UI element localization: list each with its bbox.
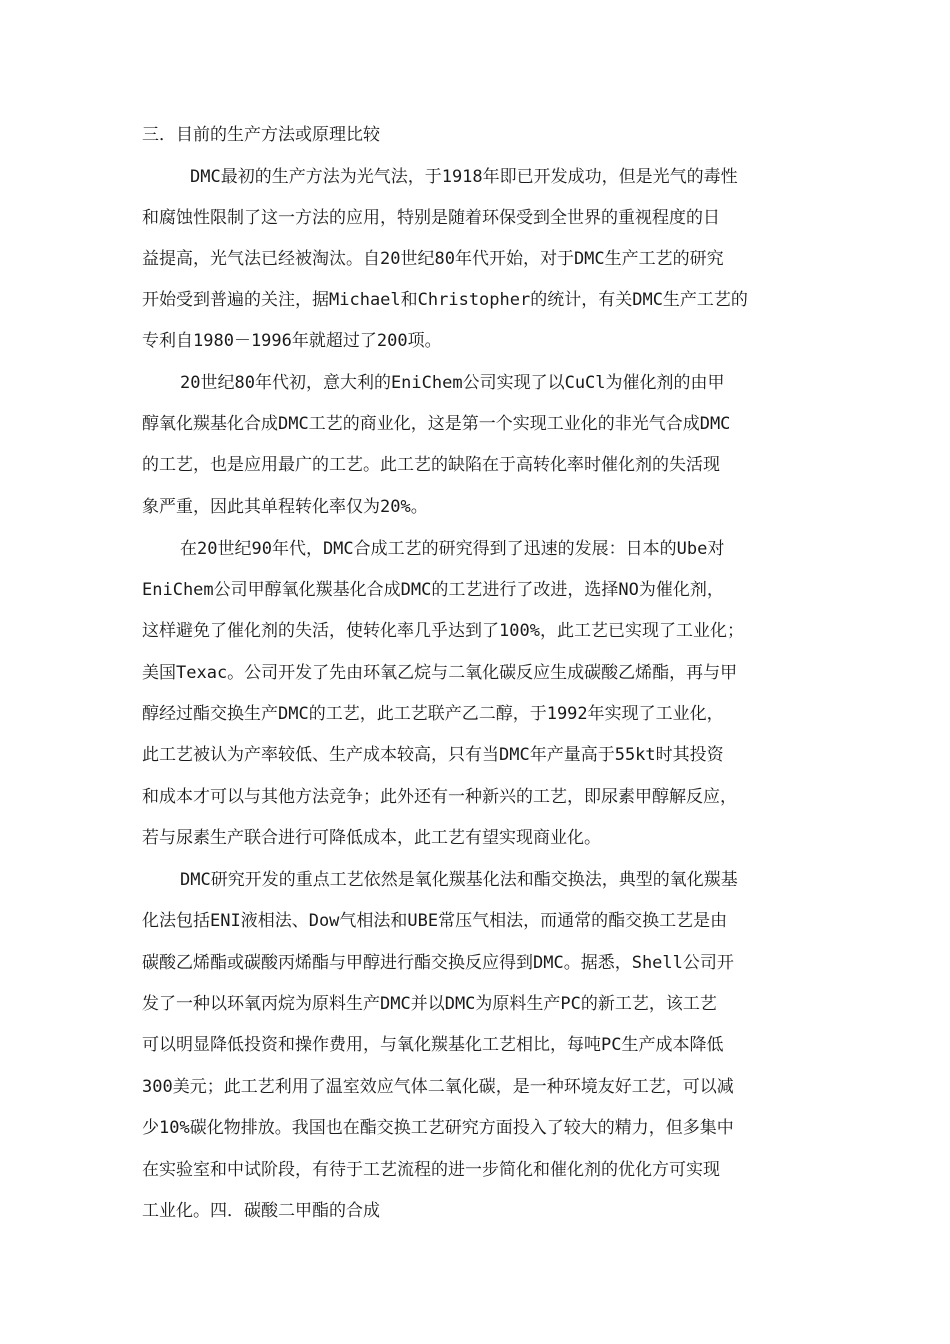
paragraph-4-line-6: 300美元；此工艺利用了温室效应气体二氧化碳，是一种环境友好工艺，可以减	[142, 1077, 734, 1097]
paragraph-3-line-1: 在20世纪90年代，DMC合成工艺的研究得到了迅速的发展：日本的Ube对	[180, 539, 725, 559]
section-heading-three: 三．目前的生产方法或原理比较	[142, 125, 380, 145]
paragraph-1-line-4: 开始受到普遍的关注，据Michael和Christopher的统计，有关DMC生产工艺的	[142, 290, 748, 310]
paragraph-3-line-2: EniChem公司甲醇氧化羰基化合成DMC的工艺进行了改进，选择NO为催化剂，	[142, 580, 724, 600]
paragraph-2-line-3: 的工艺，也是应用最广的工艺。此工艺的缺陷在于高转化率时催化剂的失活现	[142, 455, 720, 475]
paragraph-3-line-5: 醇经过酯交换生产DMC的工艺，此工艺联产乙二醇，于1992年实现了工业化，	[142, 704, 724, 724]
paragraph-4-line-5: 可以明显降低投资和操作费用，与氧化羰基化工艺相比，每吨PC生产成本降低	[142, 1035, 724, 1055]
paragraph-3-line-4: 美国Texac。公司开发了先由环氧乙烷与二氧化碳反应生成碳酸乙烯酯，再与甲	[142, 663, 738, 683]
paragraph-1-line-2: 和腐蚀性限制了这一方法的应用，特别是随着环保受到全世界的重视程度的日	[142, 208, 720, 228]
paragraph-4-line-1: DMC研究开发的重点工艺依然是氧化羰基化法和酯交换法，典型的氧化羰基	[180, 870, 738, 890]
paragraph-4-line-4: 发了一种以环氧丙烷为原料生产DMC并以DMC为原料生产PC的新工艺，该工艺	[142, 994, 717, 1014]
paragraph-1-line-5: 专利自1980－1996年就超过了200项。	[142, 331, 442, 351]
paragraph-1-line-1: DMC最初的生产方法为光气法，于1918年即已开发成功，但是光气的毒性	[190, 167, 738, 187]
paragraph-3-line-7: 和成本才可以与其他方法竞争；此外还有一种新兴的工艺，即尿素甲醇解反应，	[142, 787, 737, 807]
paragraph-4-line-7: 少10%碳化物排放。我国也在酯交换工艺研究方面投入了较大的精力，但多集中	[142, 1118, 734, 1138]
paragraph-4-line-9: 工业化。四．碳酸二甲酯的合成	[142, 1201, 380, 1221]
paragraph-4-line-3: 碳酸乙烯酯或碳酸丙烯酯与甲醇进行酯交换反应得到DMC。据悉，Shell公司开	[142, 953, 734, 973]
paragraph-4-line-8: 在实验室和中试阶段，有待于工艺流程的进一步简化和催化剂的优化方可实现	[142, 1160, 720, 1180]
paragraph-3-line-3: 这样避免了催化剂的失活，使转化率几乎达到了100%，此工艺已实现了工业化；	[142, 621, 744, 641]
paragraph-2-line-4: 象严重，因此其单程转化率仅为20%。	[142, 497, 428, 517]
paragraph-3-line-6: 此工艺被认为产率较低、生产成本较高，只有当DMC年产量高于55kt时其投资	[142, 745, 724, 765]
paragraph-4-line-2: 化法包括ENI液相法、Dow气相法和UBE常压气相法，而通常的酯交换工艺是由	[142, 911, 728, 931]
paragraph-2-line-1: 20世纪80年代初，意大利的EniChem公司实现了以CuCl为催化剂的由甲	[180, 373, 725, 393]
paragraph-2-line-2: 醇氧化羰基化合成DMC工艺的商业化，这是第一个实现工业化的非光气合成DMC	[142, 414, 731, 434]
paragraph-1-line-3: 益提高，光气法已经被淘汰。自20世纪80年代开始，对于DMC生产工艺的研究	[142, 249, 724, 269]
paragraph-3-line-8: 若与尿素生产联合进行可降低成本，此工艺有望实现商业化。	[142, 828, 601, 848]
